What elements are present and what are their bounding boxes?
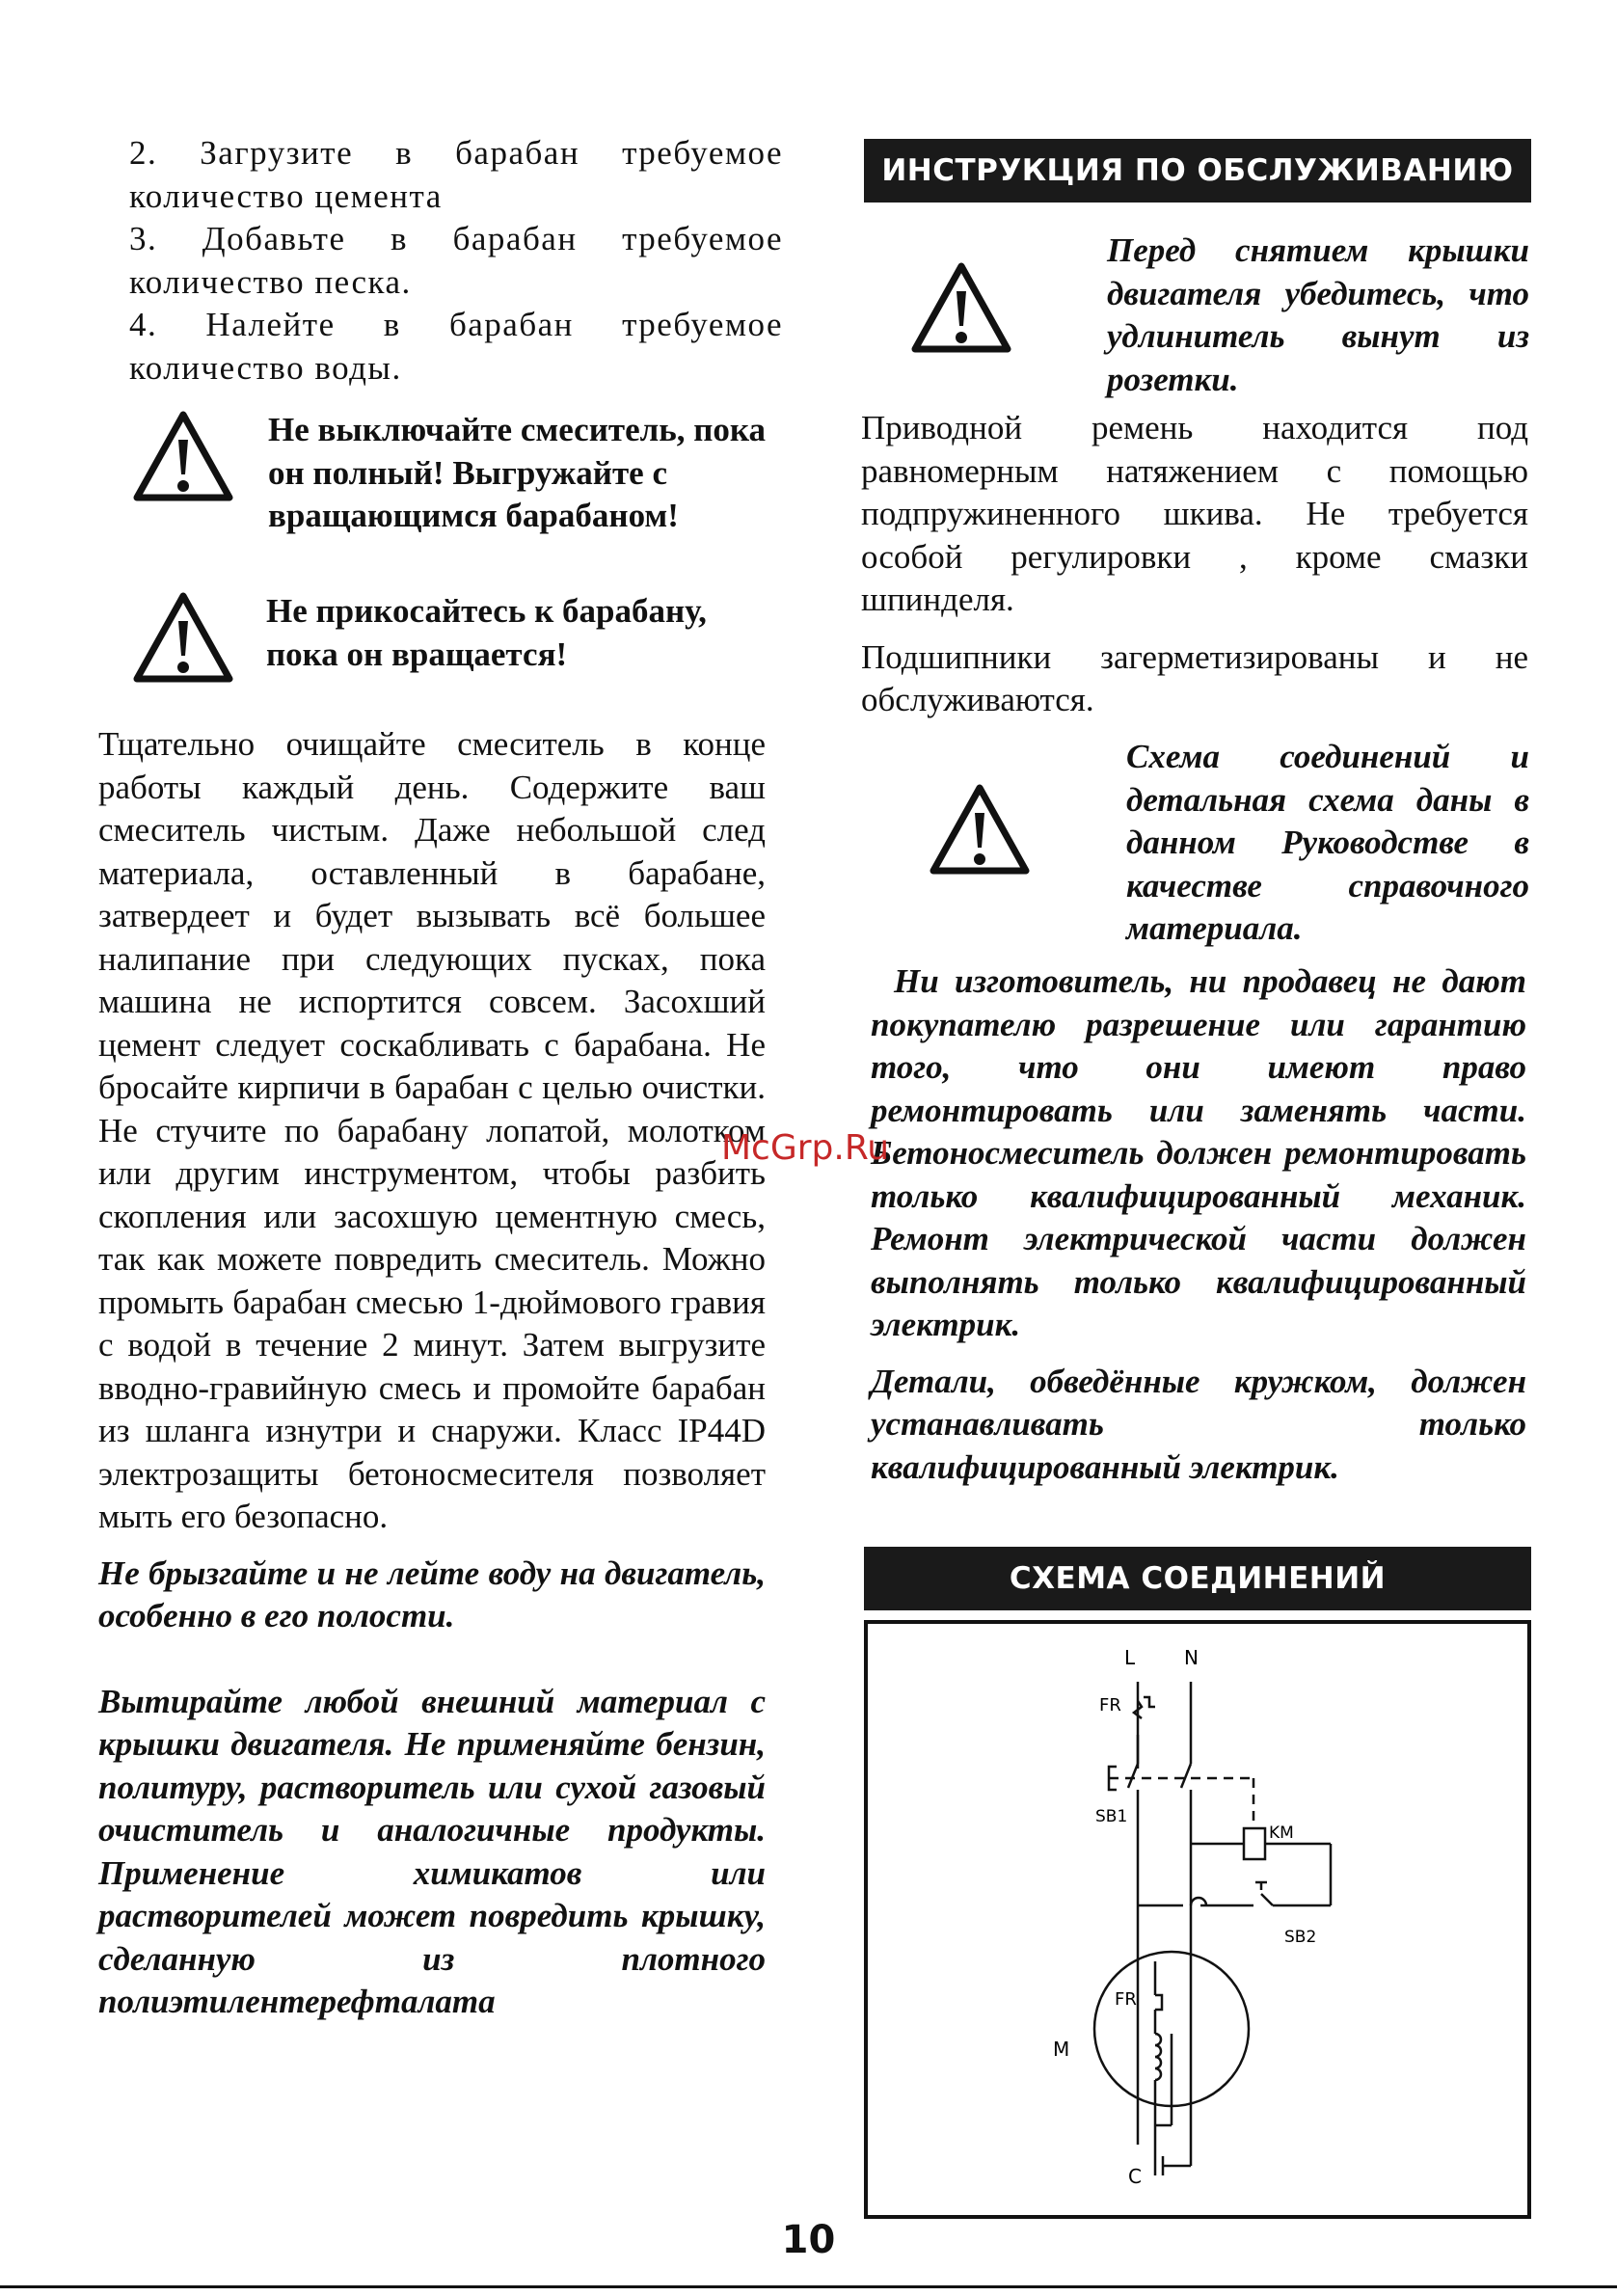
- warning-schema: [928, 736, 1535, 951]
- label-N: N: [1184, 1646, 1199, 1669]
- warning-triangle-icon: [909, 260, 1013, 355]
- warning-rotating-drum-text: Не прикосайтесь к барабану, пока он вращается!: [266, 592, 707, 673]
- cleaning-section: [98, 723, 766, 2024]
- circled-parts-paragraph: Детали, обведённые кружком, должен устанавливать только квалифицированный электрик.: [871, 1362, 1526, 1486]
- maintenance-header: ИНСТРУКЦИЯ ПО ОБСЛУЖИВАНИЮ: [864, 139, 1531, 203]
- page-number: 10: [781, 2218, 836, 2262]
- repair-section: [871, 960, 1526, 1489]
- schema-header: СХЕМА СОЕДИНЕНИЙ: [864, 1547, 1531, 1610]
- cleaning-paragraph: Тщательно очищайте смеситель в конце работы каждый день. Содержите ваш смеситель чистым. Даже небольшой след материала, оставленный в барабане, затвердеет и будет вызывать всё большее налипание при следующих пусках, пока машина не испортится совсем. Засохший цемент следует соскабливать с барабана. Не бросайте кирпичи в барабан с целью очистки. Не стучите по барабану лопатой, молотком или другим инструментом, чтобы разбить скопления или засохшую цементную смесь, так как можете повредить смеситель. Можно промыть барабан смесью 1-дюймового гравия с водой в течение 2 минут. Затем выгрузите вводно-гравийную смесь и промойте барабан из шланга изнутри и снаружи. Класс IP44D электрозащиты бетоносмесителя позволяет мыть его безопасно.: [98, 725, 766, 1535]
- label-FR-top: FR: [1099, 1695, 1121, 1715]
- label-L: L: [1124, 1646, 1136, 1669]
- warning-rotating-drum: [131, 590, 787, 685]
- label-FR-motor: FR: [1115, 1989, 1137, 2010]
- label-KM: KM: [1269, 1823, 1294, 1843]
- warning-cover: [909, 230, 1536, 401]
- warning-triangle-icon: [131, 409, 235, 503]
- belt-section: [861, 407, 1528, 722]
- bearings-paragraph: Подшипники загерметизированы и не обслуживаются.: [861, 637, 1528, 718]
- footer-divider: [0, 2285, 1617, 2288]
- belt-paragraph: Приводной ремень находится под равномерным натяжением с помощью подпружиненного шкива. Не требуется особой регулировки , кроме смазки шпинделя.: [861, 409, 1528, 618]
- steps-list: [129, 132, 783, 390]
- wiring-diagram-svg: [868, 1624, 1527, 2215]
- watermark: McGrp.Ru: [721, 1128, 890, 1168]
- warning-triangle-icon: [928, 782, 1032, 877]
- step-4: 4. Налейте в барабан требуемое количество воды.: [129, 306, 783, 387]
- label-M: M: [1053, 2038, 1070, 2061]
- warning-full-mixer-text: Не выключайте смеситель, пока он полный! Выгружайте с вращающимся барабаном!: [268, 411, 767, 534]
- warning-triangle-icon: [131, 590, 235, 685]
- warning-cover-text: Перед снятием крышки двигателя убедитесь, что удлинитель вынут из розетки.: [1107, 231, 1529, 398]
- wiring-diagram: [864, 1620, 1531, 2219]
- step-3: 3. Добавьте в барабан требуемое количество песка.: [129, 220, 783, 301]
- step-2: 2. Загрузите в барабан требуемое количество цемента: [129, 134, 783, 215]
- warning-full-mixer: [131, 409, 787, 538]
- wipe-paragraph: Вытирайте любой внешний материал с крышки двигателя. Не применяйте бензин, политуру, растворитель или сухой газовый очиститель и аналогичные продукты. Применение химикатов или растворителей может повредить крышку, сделанную из плотного полиэтилентерефталата: [98, 1682, 766, 2020]
- warning-schema-text: Схема соединений и детальная схема даны в данном Руководстве в качестве справочного материала.: [1126, 738, 1529, 947]
- label-C: C: [1128, 2165, 1142, 2188]
- label-SB2: SB2: [1284, 1928, 1317, 1947]
- water-warning: Не брызгайте и не лейте воду на двигатель, особенно в его полости.: [98, 1553, 766, 1634]
- label-SB1: SB1: [1095, 1807, 1128, 1826]
- repair-paragraph: Ни изготовитель, ни продавец не дают покупателю разрешение или гарантию того, что они имеют право ремонтировать или заменять части. Бетоносмеситель должен ремонтировать только квалифицированный механик. Ремонт электрической части должен выполнять только квалифицированный электрик.: [871, 962, 1526, 1343]
